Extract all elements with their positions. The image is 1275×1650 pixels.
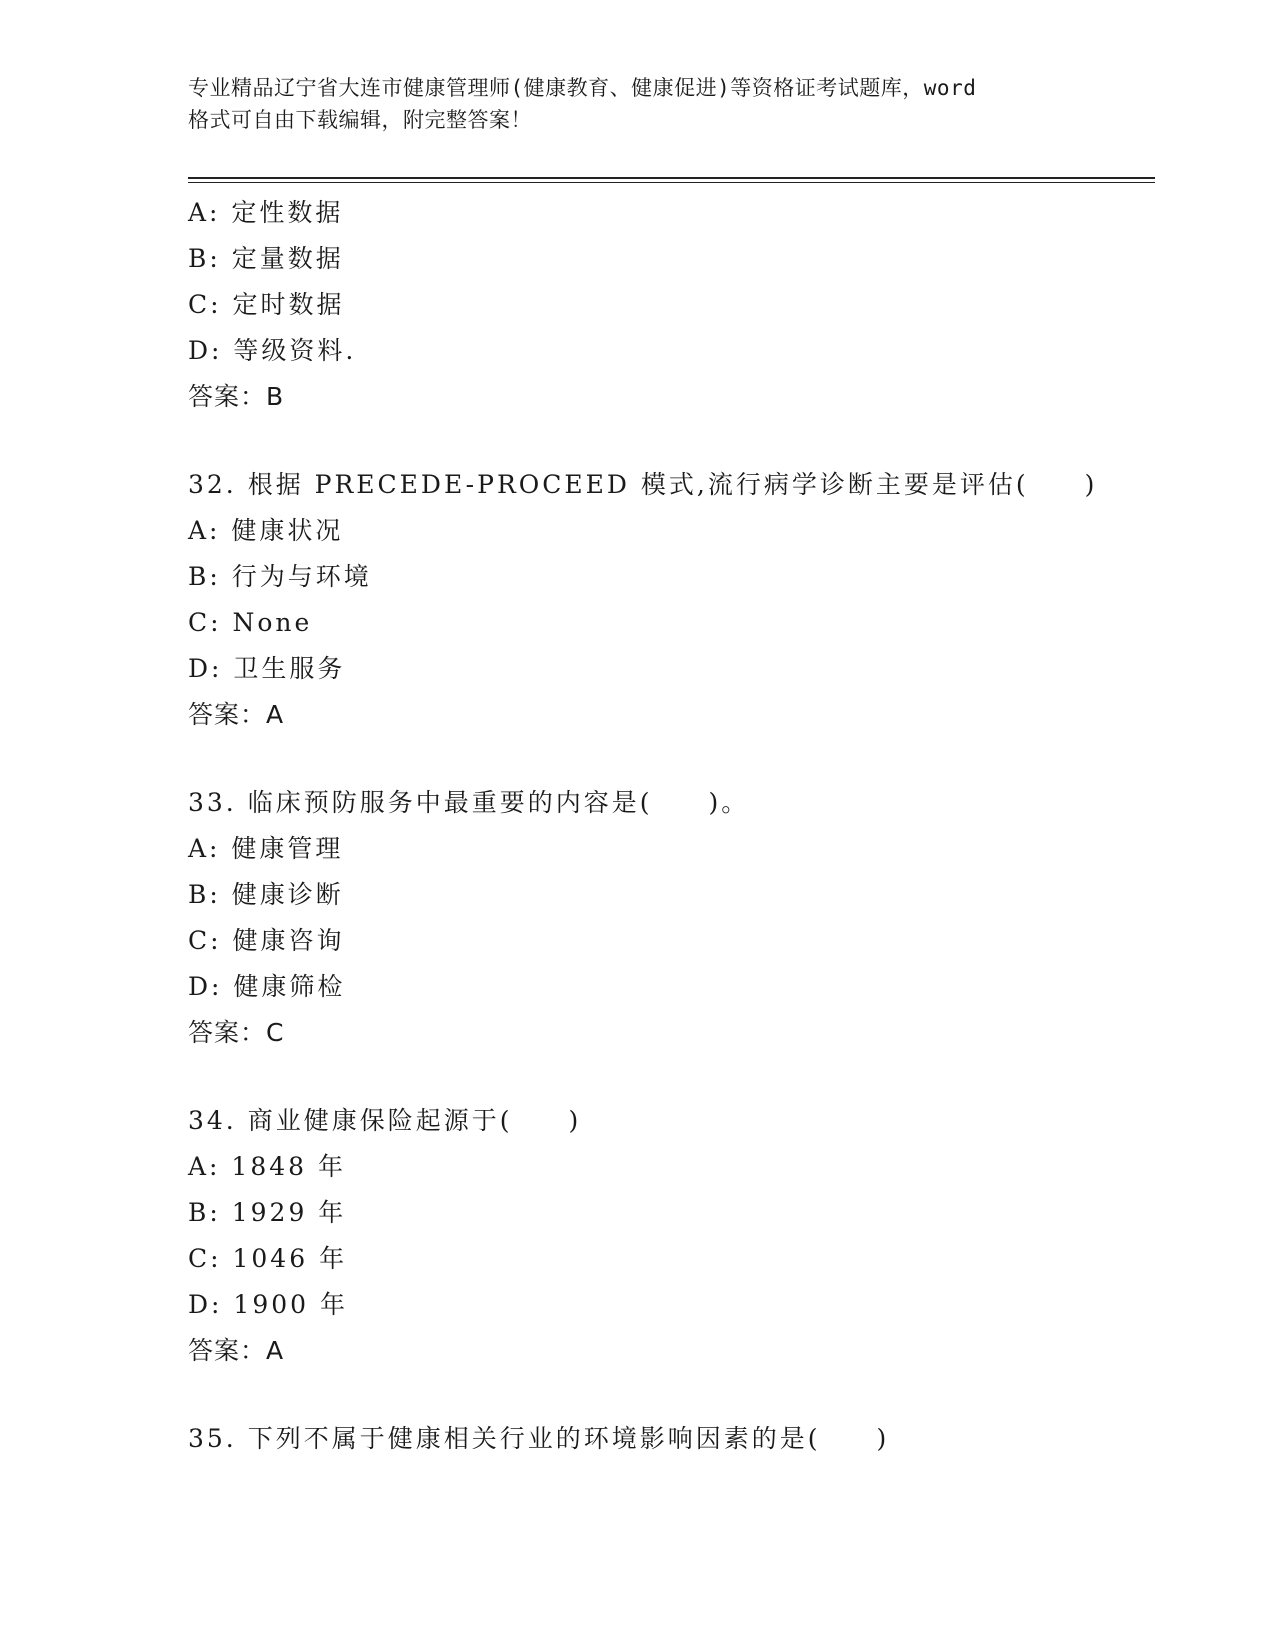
document-header xyxy=(188,72,1088,136)
question-32-option-c: C: None xyxy=(188,608,313,637)
question-31-answer: 答案：B xyxy=(188,382,285,411)
question-31 xyxy=(188,190,1148,420)
question-32-stem: 32. 根据 PRECEDE-PROCEED 模式,流行病学诊断主要是评估( ) xyxy=(188,470,1098,499)
question-32 xyxy=(188,462,1148,738)
question-34 xyxy=(188,1098,1148,1374)
spacer xyxy=(188,1374,1148,1416)
question-31-option-c: C: 定时数据 xyxy=(188,290,345,319)
question-35-stem: 35. 下列不属于健康相关行业的环境影响因素的是( ) xyxy=(188,1424,890,1453)
question-34-option-a: A: 1848 年 xyxy=(188,1152,346,1181)
question-33 xyxy=(188,780,1148,1056)
spacer xyxy=(188,420,1148,462)
question-list xyxy=(188,190,1148,1462)
question-33-option-a: A: 健康管理 xyxy=(188,834,344,863)
question-31-option-b: B: 定量数据 xyxy=(188,244,344,273)
question-34-option-c: C: 1046 年 xyxy=(188,1244,348,1273)
question-34-answer: 答案：A xyxy=(188,1336,285,1365)
question-32-option-d: D: 卫生服务 xyxy=(188,654,346,683)
question-32-answer: 答案：A xyxy=(188,700,285,729)
question-33-answer: 答案：C xyxy=(188,1018,285,1047)
question-31-option-d: D: 等级资料. xyxy=(188,336,357,365)
question-33-option-c: C: 健康咨询 xyxy=(188,926,345,955)
header-line-1: 专业精品辽宁省大连市健康管理师(健康教育、健康促进)等资格证考试题库，word xyxy=(188,76,977,100)
question-32-option-a: A: 健康状况 xyxy=(188,516,344,545)
question-33-option-d: D: 健康筛检 xyxy=(188,972,346,1001)
question-34-option-b: B: 1929 年 xyxy=(188,1198,347,1227)
question-32-option-b: B: 行为与环境 xyxy=(188,562,372,591)
header-divider-thin xyxy=(188,182,1155,183)
question-33-stem: 33. 临床预防服务中最重要的内容是( )。 xyxy=(188,788,750,817)
question-31-option-a: A: 定性数据 xyxy=(188,198,344,227)
question-35 xyxy=(188,1416,1148,1462)
spacer xyxy=(188,738,1148,780)
spacer xyxy=(188,1056,1148,1098)
header-divider-thick xyxy=(188,177,1155,179)
question-34-option-d: D: 1900 年 xyxy=(188,1290,348,1319)
question-34-stem: 34. 商业健康保险起源于( ) xyxy=(188,1106,582,1135)
header-line-2: 格式可自由下载编辑，附完整答案！ xyxy=(188,108,532,132)
question-33-option-b: B: 健康诊断 xyxy=(188,880,344,909)
